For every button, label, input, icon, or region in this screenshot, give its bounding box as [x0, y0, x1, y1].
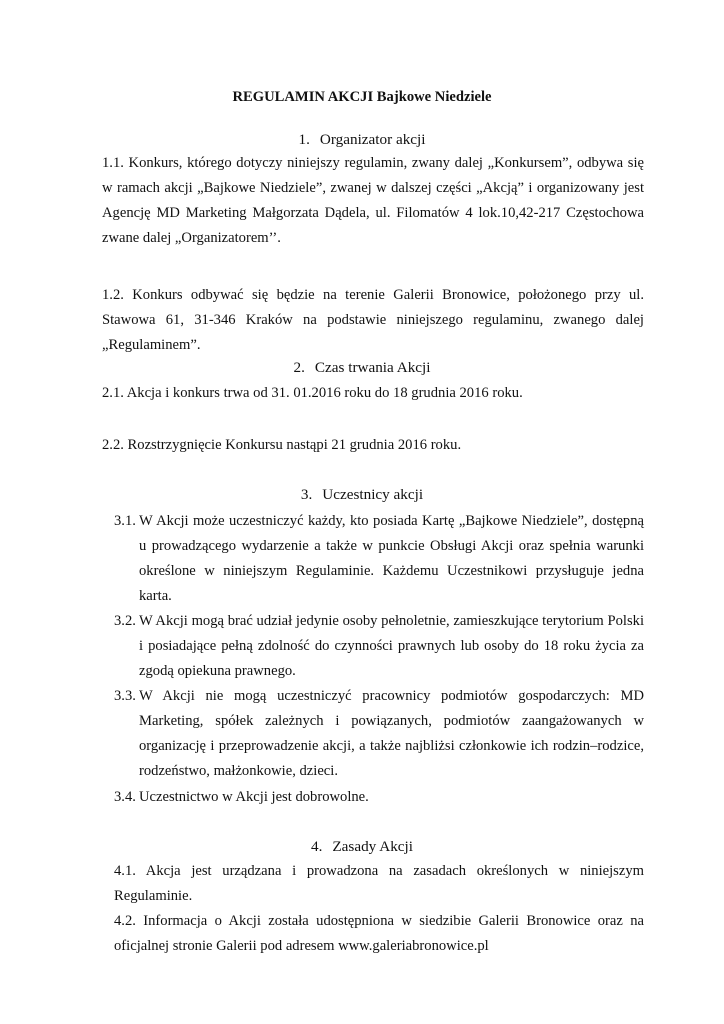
section-title: Organizator akcji [319, 131, 426, 148]
section-number: 1. [298, 131, 310, 148]
section-heading-2 [0, 355, 724, 380]
section-number: 3. [300, 486, 313, 503]
section-number: 4. [311, 838, 323, 855]
list-item-number: 3.1. [114, 513, 136, 529]
paragraph-2-1: 2.1. Akcja i konkurs trwa od 31. 01.2016 roku do 18 grudnia 2016 roku. [102, 385, 523, 401]
section-heading-4 [0, 834, 724, 859]
list-item-number: 3.4. [114, 789, 136, 805]
paragraph-1-1: 1.1. Konkurs, którego dotyczy niniejszy regulamin, zwany dalej „Konkursem”, odbywa się w ramach akcji „Bajkowe Niedziele”, zwanej w dalszej części „Akcją” i organizowany jest Agencję MD Marketing Małgorzata Dądela, ul. Filomatów 4 lok.10,42-217 Częstochowa zwane dalej „Organizatorem’’. [102, 155, 644, 246]
list-item-3-1 [114, 509, 644, 609]
list-item-text: W Akcji może uczestniczyć każdy, kto posiada Kartę „Bajkowe Niedziele”, dostępną u prowadzącego wydarzenie a także w punkcie Obsługi Akcji oraz spełnia warunki określone w niniejszym Regulaminie. Każdemu Uczestnikowi przysługuje jedna karta. [139, 513, 644, 604]
list-item-text: Uczestnictwo w Akcji jest dobrowolne. [139, 789, 369, 805]
list-item-number: 3.2. [114, 613, 136, 629]
section-heading-3 [0, 482, 724, 507]
list-item-3-3 [114, 684, 644, 784]
paragraph-4-2: 4.2. Informacja o Akcji została udostępniona w siedzibie Galerii Bronowice oraz na oficjalnej stronie Galerii pod adresem www.galeriabronowice.pl [114, 913, 644, 954]
section-number: 2. [293, 359, 305, 376]
section-title: Zasady Akcji [332, 838, 413, 855]
list-item-3-4 [114, 785, 644, 810]
document-title: REGULAMIN AKCJI Bajkowe Niedziele [232, 89, 492, 105]
section-title: Uczestnicy akcji [322, 486, 424, 503]
section-heading-1 [0, 127, 724, 152]
paragraph-2-2: 2.2. Rozstrzygnięcie Konkursu nastąpi 21 grudnia 2016 roku. [102, 437, 462, 453]
list-item-text: W Akcji nie mogą uczestniczyć pracownicy podmiotów gospodarczych: MD Marketing, spółek zależnych i powiązanych, podmiotów zaangażowanych w organizację i przeprowadzenie akcji, a także najbliżsi członkowie ich rodzin–rodzice, rodzeństwo, małżonkowie, dzieci. [139, 688, 644, 779]
paragraph-4-1: 4.1. Akcja jest urządzana i prowadzona na zasadach określonych w niniejszym Regulaminie. [114, 863, 644, 904]
list-item-text: W Akcji mogą brać udział jedynie osoby pełnoletnie, zamieszkujące terytorium Polski i posiadające pełną zdolność do czynności prawnych lub osoby do 18 roku życia za zgodą opiekuna prawnego. [139, 613, 644, 679]
list-item-3-2 [114, 609, 644, 684]
paragraph-1-2: 1.2. Konkurs odbywać się będzie na terenie Galerii Bronowice, położonego przy ul. Stawowa 61, 31-346 Kraków na podstawie niniejszego regulaminu, zwanego dalej „Regulaminem”. [102, 287, 644, 353]
section-title: Czas trwania Akcji [314, 359, 431, 376]
list-item-number: 3.3. [114, 688, 136, 704]
